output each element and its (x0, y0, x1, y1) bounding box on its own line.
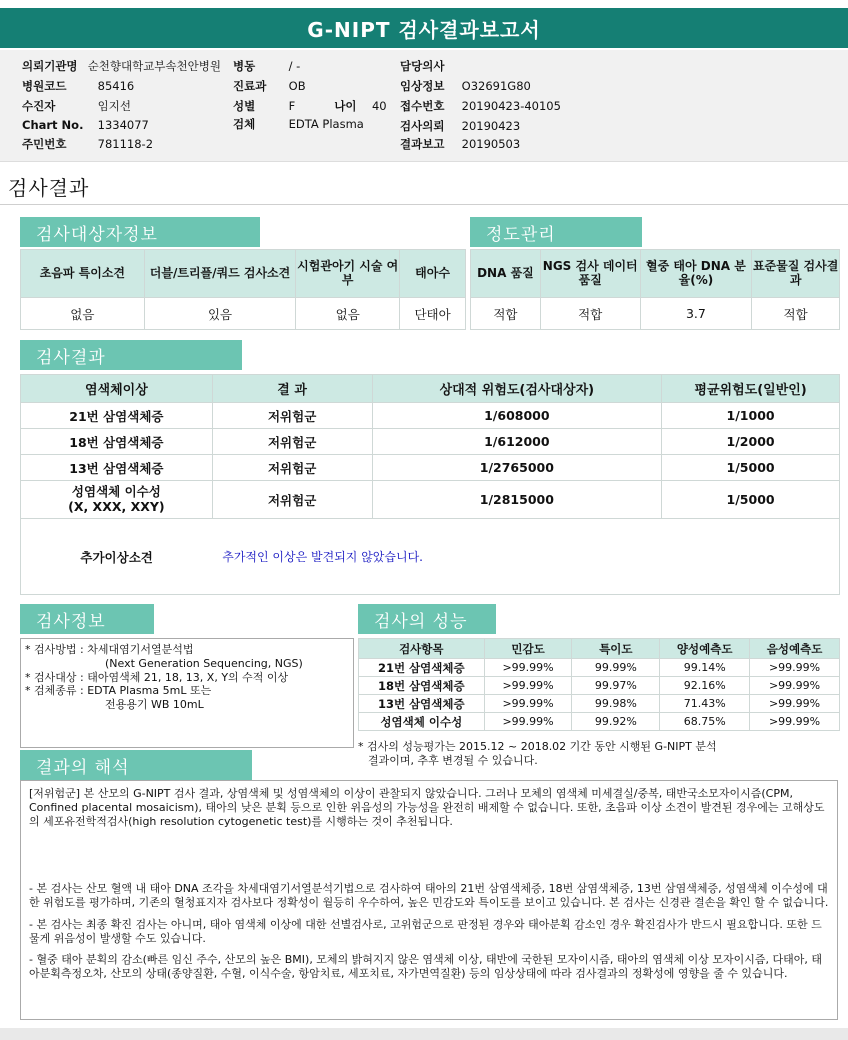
tab-interpretation: 결과의 해석 (20, 750, 252, 780)
specimen-row (233, 116, 364, 132)
results-header: 상대적 위험도(검사대상자) (372, 375, 662, 403)
perf-value: >99.99% (750, 677, 840, 695)
performance-table (358, 638, 840, 731)
subject-header: 더블/트리플/쿼드 검사소견 (144, 250, 296, 298)
dept-label: 진료과 (233, 79, 267, 93)
patient-info-panel (0, 50, 848, 162)
results-table (20, 374, 840, 595)
result-average-risk: 1/1000 (662, 403, 840, 429)
qc-value: 적합 (752, 298, 840, 330)
qc-value: 3.7 (640, 298, 752, 330)
perf-value: 92.16% (660, 677, 750, 695)
perf-value: >99.99% (750, 713, 840, 731)
doctor-label: 담당의사 (400, 59, 445, 73)
dept-value: OB (288, 79, 306, 93)
subject-value: 단태아 (400, 298, 466, 330)
results-header: 평균위험도(일반인) (662, 375, 840, 403)
section-title: 검사결과 (8, 176, 90, 200)
results-header: 결 과 (212, 375, 372, 403)
receiver-row (22, 98, 131, 114)
subject-header: 초음파 특이소견 (21, 250, 145, 298)
request-row (400, 118, 520, 134)
result-risk: 저위험군 (212, 429, 372, 455)
specimen-value: EDTA Plasma (288, 117, 364, 131)
sex-row (233, 98, 387, 114)
perf-value: >99.99% (484, 695, 572, 713)
ward-label: 병동 (233, 59, 256, 73)
subject-value: 없음 (21, 298, 145, 330)
performance-note-line: * 검사의 성능평가는 2015.12 ~ 2018.02 기간 동안 시행된 G-NIPT 분석 (358, 740, 717, 753)
sex-value: F (288, 99, 296, 113)
subject-header: 태아수 (400, 250, 466, 298)
perf-value: >99.99% (750, 659, 840, 677)
result-chromosome: 21번 삼염색체증 (21, 403, 213, 429)
tab-subject-info: 검사대상자정보 (20, 217, 260, 247)
request-value: 20190423 (461, 119, 521, 133)
perf-header: 특이도 (572, 639, 660, 659)
perf-value: >99.99% (484, 713, 572, 731)
ward-row (233, 58, 300, 74)
result-average-risk: 1/2000 (662, 429, 840, 455)
dept-row (233, 78, 306, 94)
receipt-label: 접수번호 (400, 99, 445, 113)
qc-header: 혈중 태아 DNA 분율(%) (640, 250, 752, 298)
subject-value: 있음 (144, 298, 296, 330)
bottom-bar (0, 1028, 848, 1040)
clinical-value: O32691G80 (461, 79, 531, 93)
perf-item: 13번 삼염색체증 (359, 695, 485, 713)
perf-header: 양성예측도 (660, 639, 750, 659)
interpretation-paragraph: - 본 검사는 산모 혈액 내 태아 DNA 조각을 차세대염기서열분석기법으로 검사하여 태아의 21번 삼염색체증, 18번 삼염색체증, 13번 삼염색체증, 성염색체 이수성에 대한 위험도를 평가하며, 기존의 혈청표지자 검사보다 정확성이 월등히 우수하여, 높은 민감도와 특이도를 보이고 있습니다. 본 검사는 신경관 결손을 확인 할 수 없습니다. (29, 882, 829, 909)
perf-value: 68.75% (660, 713, 750, 731)
doctor-row (400, 58, 458, 74)
method-line: * 검체종류 : EDTA Plasma 5mL 또는 (25, 684, 212, 698)
extra-findings-label: 추가이상소견 (21, 519, 213, 595)
receipt-row (400, 98, 561, 114)
test-info-box (20, 638, 354, 748)
subject-table (20, 249, 466, 330)
interpretation-paragraph: - 혈중 태아 분획의 감소(빠른 임신 주수, 산모의 높은 BMI), 모체의 밝혀지지 않은 염색체 이상, 태반에 국한된 모자이시즘, 태아의 염색체 이상 모자이시즘, 다태아, 태아분획측정오차, 산모의 상태(종양질환, 수혈, 이식수술, 항암치료, 세포치료, 자가면역질환) 등의 임상상태에 따라 검사결과의 정확성에 영향을 줄 수 있습니다. (29, 953, 823, 980)
result-risk: 저위험군 (212, 455, 372, 481)
performance-note-line: 결과이며, 추후 변경될 수 있습니다. (368, 753, 538, 767)
result-chromosome-subtitle: (X, XXX, XXY) (68, 498, 165, 514)
perf-value: >99.99% (750, 695, 840, 713)
hospital-code-value: 85416 (97, 79, 135, 93)
result-relative-risk: 1/608000 (372, 403, 662, 429)
perf-value: 99.99% (572, 659, 660, 677)
perf-header: 민감도 (484, 639, 572, 659)
specimen-label: 검체 (233, 117, 256, 131)
subject-value: 없음 (296, 298, 400, 330)
perf-value: >99.99% (484, 659, 572, 677)
method-line: 전용용기 WB 10mL (105, 698, 204, 711)
interpretation-box (20, 780, 838, 1020)
hospital-code-row (22, 78, 134, 94)
perf-header: 음성예측도 (750, 639, 840, 659)
report-value: 20190503 (461, 137, 521, 151)
result-chromosome: 13번 삼염색체증 (21, 455, 213, 481)
clinical-row (400, 78, 531, 94)
method-line: (Next Generation Sequencing, NGS) (105, 656, 303, 670)
result-average-risk: 1/5000 (662, 481, 840, 519)
perf-item: 21번 삼염색체증 (359, 659, 485, 677)
sex-label: 성별 (233, 99, 256, 113)
age-label: 나이 (334, 99, 357, 113)
qc-header: DNA 품질 (471, 250, 541, 298)
perf-value: 71.43% (660, 695, 750, 713)
report-label: 결과보고 (400, 137, 445, 151)
tab-quality-control: 정도관리 (470, 217, 642, 247)
qc-value: 적합 (471, 298, 541, 330)
institution-label: 의뢰기관명 (22, 59, 78, 73)
receiver-label: 수진자 (22, 99, 56, 113)
perf-item: 성염색체 이수성 (359, 713, 485, 731)
receiver-value: 임지선 (97, 99, 131, 113)
result-risk: 저위험군 (212, 403, 372, 429)
results-header: 염색체이상 (21, 375, 213, 403)
report-row (400, 136, 520, 152)
chart-label: Chart No. (22, 118, 84, 132)
result-relative-risk: 1/2765000 (372, 455, 662, 481)
chart-value: 1334077 (97, 118, 149, 132)
perf-value: 99.14% (660, 659, 750, 677)
perf-value: 99.98% (572, 695, 660, 713)
age-value: 40 (371, 99, 387, 113)
perf-header: 검사항목 (359, 639, 485, 659)
interpretation-paragraph: [저위험군] 본 산모의 G-NIPT 검사 결과, 상염색체 및 성염색체의 이상이 관찰되지 않았습니다. 그러나 모체의 염색체 미세결실/중복, 태반국소모자이시즘(CPM, Confined placental mosaicism), 태아의 낮은 분획 등으로 인한 위음성의 가능성을 완전히 배제할 수 없습니다. 또한, 초음파 이상 소견이 발견된 경우에는 고해상도의 세포유전학적검사(high resolution cytogenetic test)를 시행하는 것이 추천됩니다. (29, 787, 825, 828)
clinical-label: 임상정보 (400, 79, 445, 93)
hospital-code-label: 병원코드 (22, 79, 67, 93)
extra-findings-text: 추가적인 이상은 발견되지 않았습니다. (212, 519, 839, 595)
perf-value: 99.92% (572, 713, 660, 731)
method-line: * 검사대상 : 태아염색체 21, 18, 13, X, Y의 수적 이상 (25, 670, 289, 684)
id-label: 주민번호 (22, 137, 67, 151)
section-divider (0, 204, 848, 205)
result-risk: 저위험군 (212, 481, 372, 519)
result-chromosome (21, 481, 213, 519)
perf-value: >99.99% (484, 677, 572, 695)
request-label: 검사의뢰 (400, 119, 445, 133)
qc-value: 적합 (540, 298, 640, 330)
result-chromosome: 18번 삼염색체증 (21, 429, 213, 455)
id-value: 781118-2 (97, 137, 154, 151)
tab-test-info: 검사정보 (20, 604, 154, 634)
subject-header: 시험관아기 시술 여부 (296, 250, 400, 298)
report-title: G-NIPT 검사결과보고서 (0, 8, 848, 48)
result-relative-risk: 1/612000 (372, 429, 662, 455)
method-line: * 검사방법 : 차세대염기서열분석법 (25, 643, 194, 656)
receipt-value: 20190423-40105 (461, 99, 561, 113)
tab-performance: 검사의 성능 (358, 604, 496, 634)
tab-results: 검사결과 (20, 340, 242, 370)
institution-row (22, 58, 221, 74)
interpretation-paragraph: - 본 검사는 최종 확진 검사는 아니며, 태아 염색체 이상에 대한 선별검사로, 고위험군으로 판정된 경우와 태아분획 감소인 경우 확진검사가 반드시 필요합니다. 또한 드물게 위음성이 발생할 수도 있습니다. (29, 917, 822, 945)
id-row (22, 136, 153, 152)
interpretation-spacer (29, 836, 829, 882)
perf-value: 99.97% (572, 677, 660, 695)
institution-value: 순천향대학교부속천안병원 (87, 59, 221, 73)
performance-note (358, 740, 838, 768)
result-chromosome-name: 성염색체 이수성 (71, 484, 161, 500)
chart-row (22, 118, 149, 132)
qc-table (470, 249, 840, 330)
result-relative-risk: 1/2815000 (372, 481, 662, 519)
perf-item: 18번 삼염색체증 (359, 677, 485, 695)
qc-header: 표준물질 검사결과 (752, 250, 840, 298)
qc-header: NGS 검사 데이터품질 (540, 250, 640, 298)
result-average-risk: 1/5000 (662, 455, 840, 481)
ward-value: / - (288, 59, 301, 73)
